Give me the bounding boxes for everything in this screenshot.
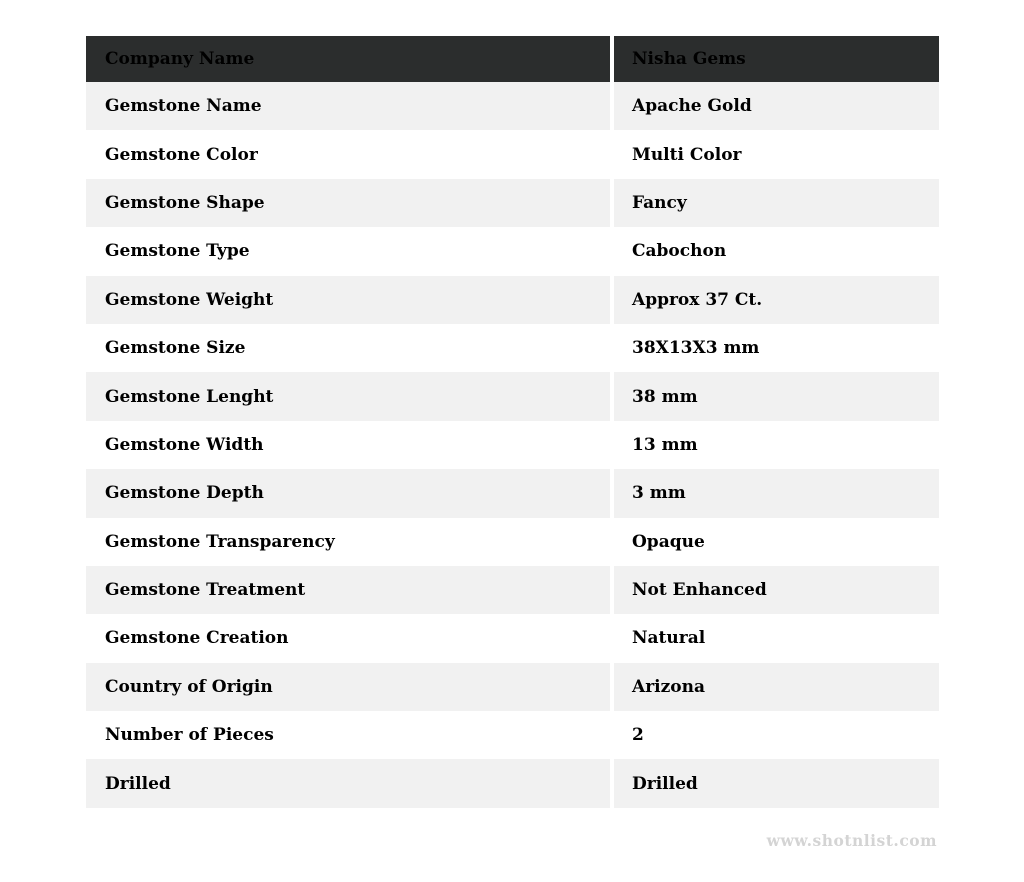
table-row xyxy=(86,372,939,420)
row-label-cell: Gemstone Type xyxy=(86,227,610,275)
row-value-cell: 3 mm xyxy=(614,469,939,517)
row-value-cell: 13 mm xyxy=(614,421,939,469)
row-label-cell: Gemstone Lenght xyxy=(86,372,610,420)
table-row xyxy=(86,614,939,662)
row-label-cell: Number of Pieces xyxy=(86,711,610,759)
table-row xyxy=(86,227,939,275)
row-value-cell: Not Enhanced xyxy=(614,566,939,614)
row-value-cell: Cabochon xyxy=(614,227,939,275)
row-value-cell: Natural xyxy=(614,614,939,662)
header-value-cell: Nisha Gems xyxy=(614,36,939,82)
row-value-cell: Approx 37 Ct. xyxy=(614,276,939,324)
row-value-cell: Drilled xyxy=(614,759,939,807)
header-label-cell: Company Name xyxy=(86,36,610,82)
table-row xyxy=(86,82,939,130)
gemstone-spec-table xyxy=(86,36,939,808)
row-label-cell: Gemstone Color xyxy=(86,130,610,178)
table-header-row xyxy=(86,36,939,82)
row-value-cell: 38 mm xyxy=(614,372,939,420)
table-row xyxy=(86,421,939,469)
row-value-cell: 2 xyxy=(614,711,939,759)
row-label-cell: Gemstone Shape xyxy=(86,179,610,227)
table-row xyxy=(86,324,939,372)
row-value-cell: Opaque xyxy=(614,518,939,566)
row-value-cell: Apache Gold xyxy=(614,82,939,130)
row-label-cell: Gemstone Size xyxy=(86,324,610,372)
table-row xyxy=(86,711,939,759)
row-label-cell: Drilled xyxy=(86,759,610,807)
row-value-cell: 38X13X3 mm xyxy=(614,324,939,372)
row-label-cell: Gemstone Depth xyxy=(86,469,610,517)
row-label-cell: Gemstone Width xyxy=(86,421,610,469)
row-label-cell: Gemstone Name xyxy=(86,82,610,130)
row-value-cell: Fancy xyxy=(614,179,939,227)
table-row xyxy=(86,663,939,711)
table-body xyxy=(86,82,939,808)
table-row xyxy=(86,276,939,324)
row-label-cell: Gemstone Weight xyxy=(86,276,610,324)
table-row xyxy=(86,469,939,517)
watermark-text: www.shotnlist.com xyxy=(766,831,937,850)
table-row xyxy=(86,518,939,566)
row-value-cell: Arizona xyxy=(614,663,939,711)
row-label-cell: Gemstone Creation xyxy=(86,614,610,662)
table-row xyxy=(86,566,939,614)
table-row xyxy=(86,130,939,178)
row-label-cell: Gemstone Treatment xyxy=(86,566,610,614)
row-value-cell: Multi Color xyxy=(614,130,939,178)
table-row xyxy=(86,759,939,807)
table-row xyxy=(86,179,939,227)
row-label-cell: Country of Origin xyxy=(86,663,610,711)
row-label-cell: Gemstone Transparency xyxy=(86,518,610,566)
